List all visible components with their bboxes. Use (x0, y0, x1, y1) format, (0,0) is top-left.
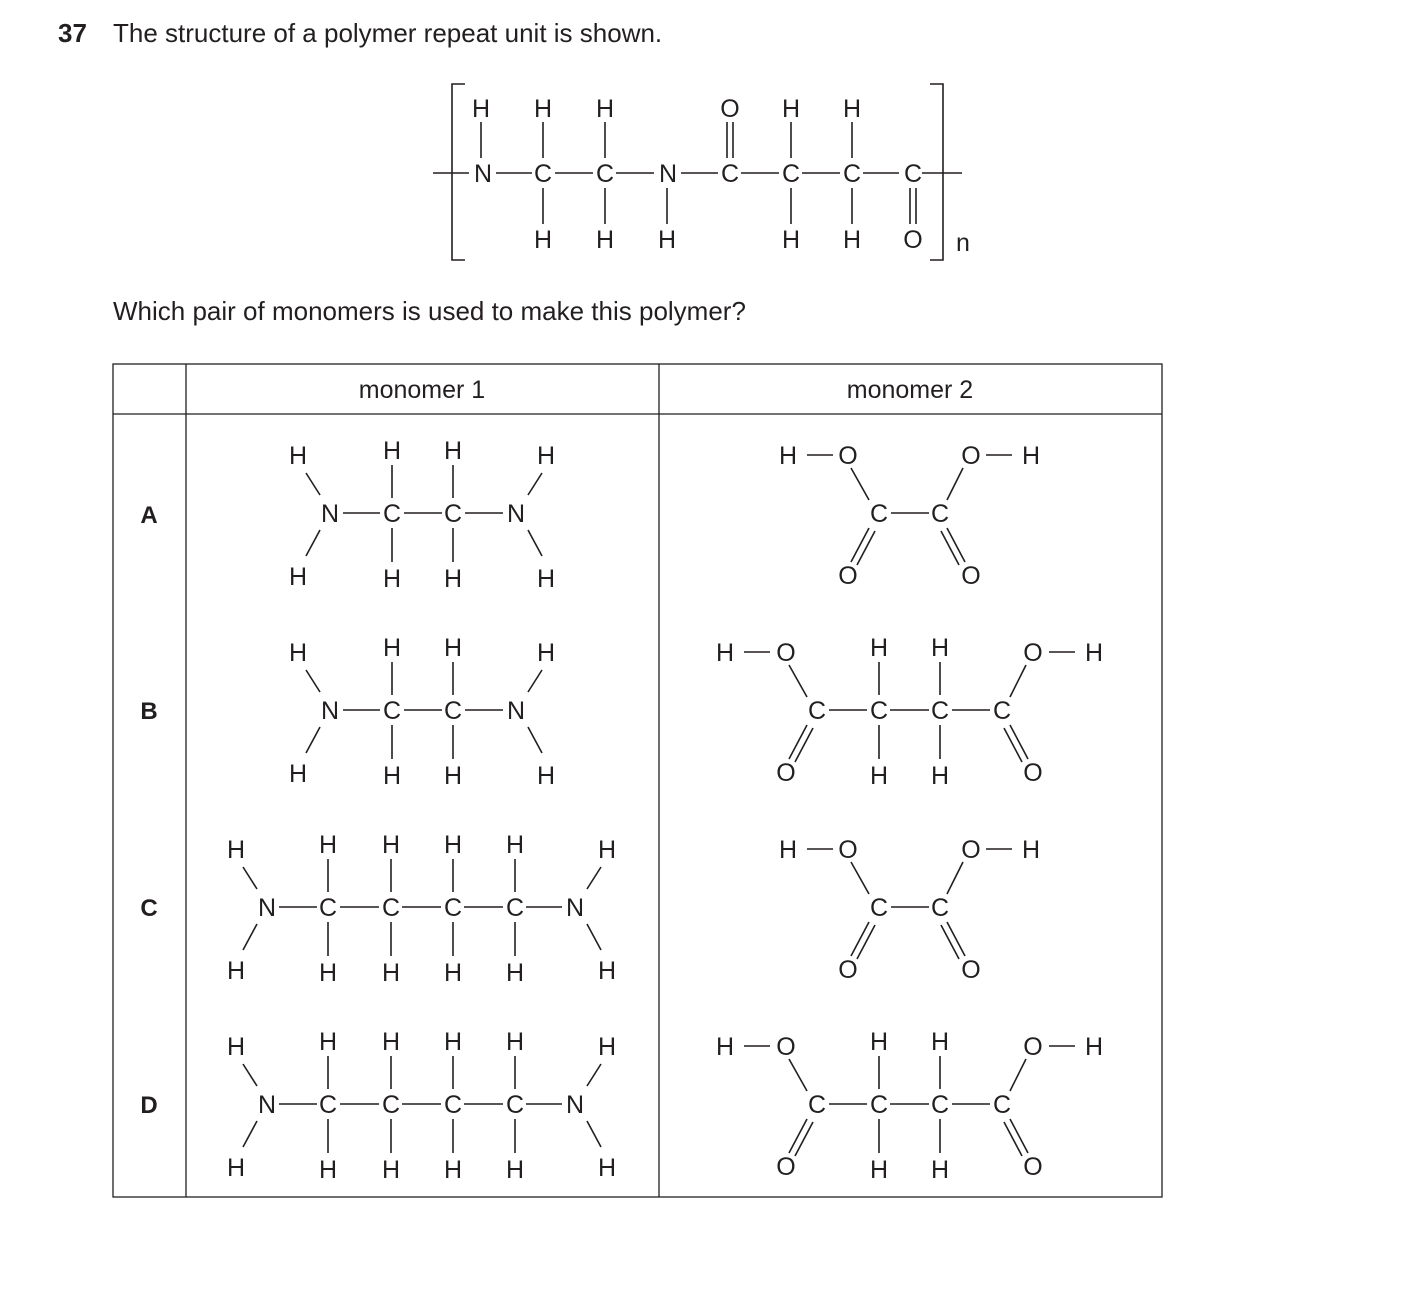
svg-text:C: C (930, 697, 950, 725)
svg-text:H: H (382, 565, 402, 593)
svg-text:O: O (838, 442, 858, 470)
option-label-b: B (140, 698, 158, 725)
svg-text:C: C (443, 894, 463, 922)
svg-text:H: H (842, 95, 862, 123)
svg-text:H: H (226, 836, 246, 864)
svg-text:H: H (536, 762, 556, 790)
svg-text:O: O (1023, 759, 1043, 787)
svg-text:N: N (257, 1091, 277, 1119)
svg-text:C: C (443, 1091, 463, 1119)
svg-text:H: H (533, 95, 553, 123)
table-border (113, 364, 1162, 1197)
svg-text:H: H (505, 1156, 525, 1184)
header-monomer-1: monomer 1 (358, 376, 486, 404)
svg-text:H: H (318, 831, 338, 859)
svg-text:H: H (536, 639, 556, 667)
svg-text:H: H (226, 957, 246, 985)
svg-text:H: H (597, 1033, 617, 1061)
svg-text:O: O (1023, 639, 1043, 667)
svg-text:O: O (720, 95, 740, 123)
svg-text:N: N (320, 500, 340, 528)
svg-text:H: H (226, 1154, 246, 1182)
svg-text:C: C (930, 1091, 950, 1119)
option-b-monomer-1 (289, 634, 555, 790)
svg-text:N: N (565, 1091, 585, 1119)
svg-text:C: C (869, 697, 889, 725)
svg-text:H: H (505, 1028, 525, 1056)
option-c-monomer-2 (779, 836, 1040, 984)
svg-text:O: O (776, 759, 796, 787)
svg-text:O: O (903, 226, 923, 254)
svg-text:N: N (565, 894, 585, 922)
svg-text:C: C (595, 160, 615, 188)
svg-text:H: H (930, 762, 950, 790)
svg-text:H: H (288, 639, 308, 667)
svg-text:H: H (597, 957, 617, 985)
svg-text:H: H (1021, 442, 1041, 470)
svg-text:H: H (597, 836, 617, 864)
svg-text:H: H (869, 762, 889, 790)
svg-text:C: C (781, 160, 801, 188)
svg-text:H: H (595, 95, 615, 123)
svg-text:H: H (443, 565, 463, 593)
svg-text:H: H (471, 95, 491, 123)
svg-text:H: H (715, 639, 735, 667)
svg-text:H: H (1021, 836, 1041, 864)
svg-text:H: H (318, 1156, 338, 1184)
svg-text:H: H (381, 831, 401, 859)
svg-text:H: H (597, 1154, 617, 1182)
svg-text:H: H (869, 1028, 889, 1056)
svg-text:C: C (992, 1091, 1012, 1119)
option-a-monomer-1 (289, 437, 555, 593)
svg-text:C: C (807, 697, 827, 725)
svg-text:N: N (257, 894, 277, 922)
svg-text:H: H (930, 1028, 950, 1056)
svg-text:H: H (381, 1028, 401, 1056)
question-prompt: Which pair of monomers is used to make this polymer? (113, 296, 746, 326)
svg-text:C: C (930, 500, 950, 528)
svg-text:C: C (382, 697, 402, 725)
svg-text:H: H (657, 226, 677, 254)
svg-text:H: H (381, 1156, 401, 1184)
svg-text:H: H (536, 442, 556, 470)
svg-text:O: O (776, 1033, 796, 1061)
svg-text:C: C (720, 160, 740, 188)
svg-text:O: O (961, 956, 981, 984)
svg-text:H: H (781, 226, 801, 254)
svg-text:H: H (869, 1156, 889, 1184)
svg-text:H: H (1084, 1033, 1104, 1061)
repeat-subscript: n (956, 229, 970, 257)
svg-text:C: C (842, 160, 862, 188)
svg-text:C: C (318, 894, 338, 922)
svg-text:H: H (443, 1028, 463, 1056)
svg-text:C: C (318, 1091, 338, 1119)
svg-text:O: O (838, 562, 858, 590)
option-label-d: D (140, 1092, 158, 1119)
svg-text:C: C (533, 160, 553, 188)
svg-text:H: H (318, 959, 338, 987)
svg-text:C: C (443, 500, 463, 528)
svg-text:C: C (992, 697, 1012, 725)
svg-text:O: O (776, 639, 796, 667)
svg-text:H: H (443, 831, 463, 859)
option-d-monomer-2 (716, 1028, 1103, 1184)
svg-text:C: C (382, 500, 402, 528)
svg-text:H: H (318, 1028, 338, 1056)
svg-text:H: H (781, 95, 801, 123)
svg-text:H: H (505, 831, 525, 859)
svg-text:H: H (443, 762, 463, 790)
svg-text:C: C (869, 894, 889, 922)
svg-text:O: O (776, 1153, 796, 1181)
svg-text:H: H (930, 634, 950, 662)
svg-text:N: N (320, 697, 340, 725)
svg-text:C: C (505, 1091, 525, 1119)
svg-text:H: H (505, 959, 525, 987)
svg-text:C: C (903, 160, 923, 188)
svg-text:C: C (505, 894, 525, 922)
option-d-monomer-1 (227, 1028, 616, 1184)
svg-text:H: H (869, 634, 889, 662)
svg-text:H: H (595, 226, 615, 254)
svg-text:H: H (443, 959, 463, 987)
svg-text:C: C (381, 894, 401, 922)
svg-text:H: H (443, 437, 463, 465)
svg-text:C: C (443, 697, 463, 725)
svg-text:H: H (533, 226, 553, 254)
svg-text:H: H (778, 442, 798, 470)
svg-text:N: N (506, 500, 526, 528)
question-text: The structure of a polymer repeat unit is shown. (113, 18, 663, 48)
option-b-monomer-2 (716, 634, 1103, 790)
option-label-a: A (140, 502, 158, 529)
svg-text:H: H (930, 1156, 950, 1184)
svg-text:C: C (807, 1091, 827, 1119)
svg-text:C: C (930, 894, 950, 922)
svg-text:H: H (778, 836, 798, 864)
svg-text:H: H (382, 437, 402, 465)
svg-text:H: H (443, 634, 463, 662)
svg-text:O: O (961, 836, 981, 864)
svg-text:O: O (838, 956, 858, 984)
svg-text:C: C (381, 1091, 401, 1119)
svg-text:H: H (381, 959, 401, 987)
svg-text:C: C (869, 500, 889, 528)
svg-text:N: N (506, 697, 526, 725)
svg-text:H: H (715, 1033, 735, 1061)
svg-text:H: H (226, 1033, 246, 1061)
option-label-c: C (140, 895, 158, 922)
option-c-monomer-1 (227, 831, 616, 987)
svg-text:H: H (842, 226, 862, 254)
svg-text:N: N (658, 160, 678, 188)
svg-text:H: H (288, 442, 308, 470)
svg-text:O: O (961, 562, 981, 590)
svg-text:O: O (961, 442, 981, 470)
svg-text:O: O (1023, 1033, 1043, 1061)
svg-text:H: H (1084, 639, 1104, 667)
svg-text:H: H (382, 762, 402, 790)
question-number: 37 (58, 18, 87, 48)
svg-text:O: O (1023, 1153, 1043, 1181)
svg-text:O: O (838, 836, 858, 864)
svg-text:C: C (869, 1091, 889, 1119)
svg-text:H: H (288, 563, 308, 591)
svg-text:H: H (536, 565, 556, 593)
svg-text:N: N (473, 160, 493, 188)
svg-text:H: H (382, 634, 402, 662)
option-a-monomer-2 (779, 442, 1040, 590)
svg-text:H: H (288, 760, 308, 788)
svg-text:H: H (443, 1156, 463, 1184)
header-monomer-2: monomer 2 (846, 376, 974, 404)
